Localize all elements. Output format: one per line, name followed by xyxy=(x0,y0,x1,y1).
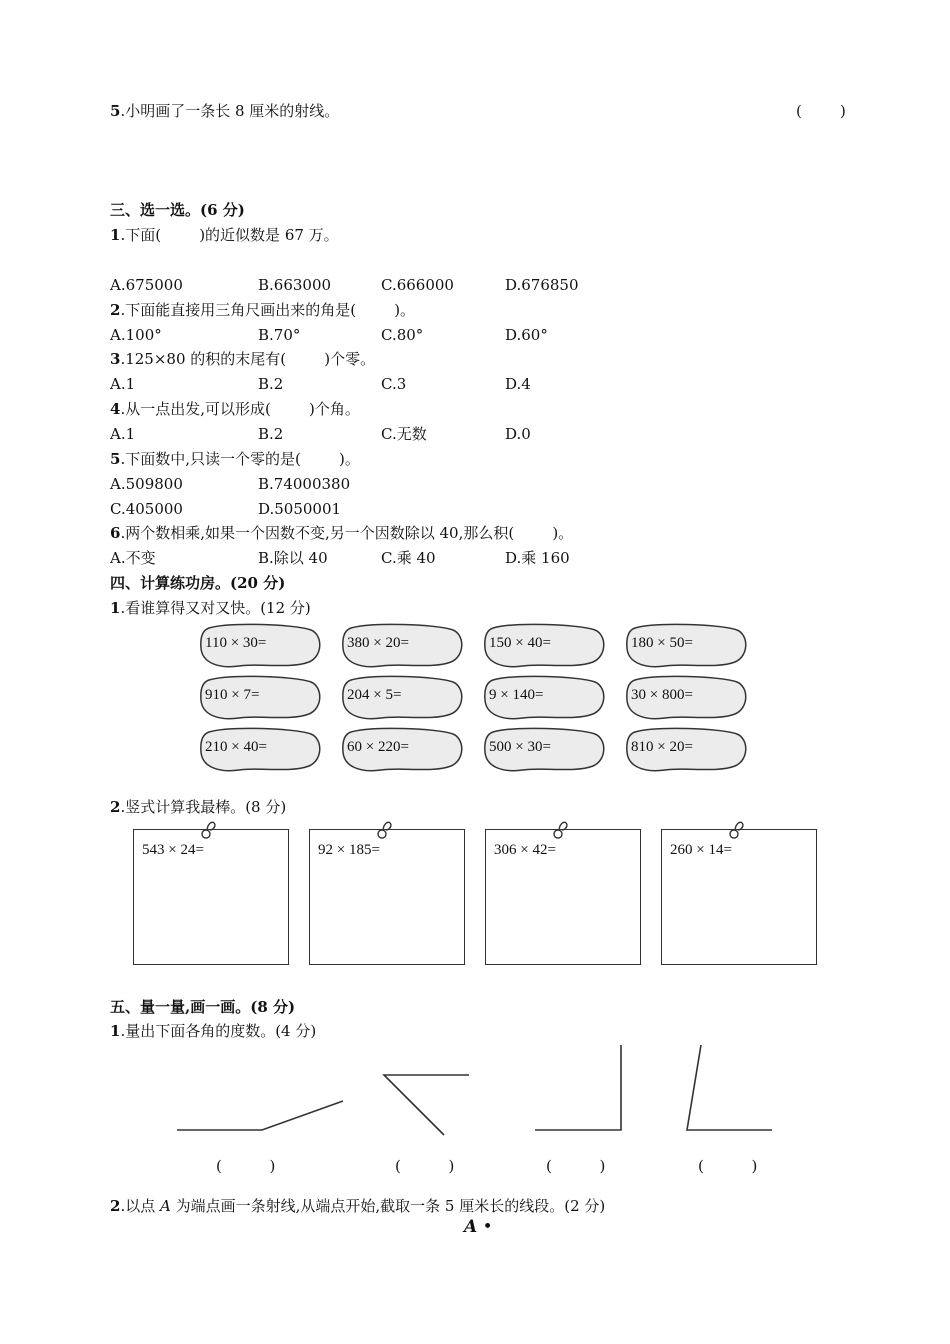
question-text: .两个数相乘,如果一个因数不变,另一个因数除以 40,那么积( )。 xyxy=(120,524,574,542)
question-number: 2 xyxy=(110,1197,121,1215)
calc-expression: 210 × 40= xyxy=(205,739,267,755)
calc-expression: 910 × 7= xyxy=(205,687,260,703)
section-5-title: 五、量一量,画一画。(8 分) xyxy=(110,998,296,1016)
calc-bubble[interactable] xyxy=(341,674,465,718)
angle-2 xyxy=(384,1075,469,1135)
choice-question-5 xyxy=(110,449,360,469)
angle-3-blank[interactable]: ( ) xyxy=(546,1157,606,1175)
option-d: D.乘 160 xyxy=(505,549,570,567)
calc-bubble[interactable] xyxy=(199,622,323,666)
option-d: D.60° xyxy=(505,326,548,344)
question-number: 1 xyxy=(110,1022,121,1040)
angles-figure xyxy=(0,1040,950,1150)
option-d: D.4 xyxy=(505,375,531,393)
option-b: B.70° xyxy=(258,326,301,344)
question-number: 1 xyxy=(110,226,121,244)
calc-expression: 380 × 20= xyxy=(347,635,409,651)
angle-4 xyxy=(687,1045,772,1130)
calc-expression: 260 × 14= xyxy=(670,842,732,858)
section-3-title: 三、选一选。(6 分) xyxy=(110,201,245,219)
option-b: B.663000 xyxy=(258,276,332,294)
pin-icon xyxy=(550,818,572,840)
calc-expression: 110 × 30= xyxy=(205,635,267,651)
option-b: B.2 xyxy=(258,425,284,443)
question-text: .量出下面各角的度数。(4 分) xyxy=(120,1022,317,1040)
pin-icon xyxy=(374,818,396,840)
option-d: D.0 xyxy=(505,425,531,443)
question-text: .看谁算得又对又快。(12 分) xyxy=(120,599,311,617)
option-c: C.80° xyxy=(381,326,424,344)
calc-bubble[interactable] xyxy=(483,674,607,718)
option-c: C.666000 xyxy=(381,276,454,294)
calc-bubble[interactable] xyxy=(341,726,465,770)
calc-question-2 xyxy=(110,797,286,817)
point-a xyxy=(464,1217,493,1237)
question-text: .以点 xyxy=(120,1197,160,1215)
question-number: 5 xyxy=(110,450,121,468)
option-d: D.676850 xyxy=(505,276,579,294)
calc-bubble[interactable] xyxy=(483,622,607,666)
option-b: B.74000380 xyxy=(258,475,351,493)
calc-card[interactable] xyxy=(485,829,641,965)
calc-card[interactable] xyxy=(133,829,289,965)
point-a-dot: • xyxy=(482,1217,493,1237)
calc-bubble[interactable] xyxy=(199,674,323,718)
question-number: 1 xyxy=(110,599,121,617)
option-b: B.除以 40 xyxy=(258,549,328,567)
question-text: 为端点画一条射线,从端点开始,截取一条 5 厘米长的线段。(2 分) xyxy=(170,1197,606,1215)
calc-expression: 150 × 40= xyxy=(489,635,551,651)
calc-question-1 xyxy=(110,598,311,618)
pin-icon xyxy=(198,818,220,840)
option-b: B.2 xyxy=(258,375,284,393)
option-a: A.不变 xyxy=(110,549,156,567)
question-number: 4 xyxy=(110,400,121,418)
question-text: .125×80 的积的末尾有( )个零。 xyxy=(120,350,376,368)
choice-question-1 xyxy=(110,225,339,245)
calc-bubble[interactable] xyxy=(483,726,607,770)
calc-expression: 204 × 5= xyxy=(347,687,402,703)
option-c: C.405000 xyxy=(110,500,183,518)
question-text: .小明画了一条长 8 厘米的射线。 xyxy=(120,102,340,120)
calc-expression: 810 × 20= xyxy=(631,739,693,755)
question-text: .下面能直接用三角尺画出来的角是( )。 xyxy=(120,301,416,319)
draw-question-2 xyxy=(110,1196,605,1216)
calc-expression: 9 × 140= xyxy=(489,687,544,703)
calc-expression: 306 × 42= xyxy=(494,842,556,858)
angle-1-blank[interactable]: ( ) xyxy=(216,1157,276,1175)
option-a: A.1 xyxy=(110,425,136,443)
question-number: 6 xyxy=(110,524,121,542)
question-number: 2 xyxy=(110,798,121,816)
question-number: 5 xyxy=(110,102,121,120)
choice-question-2 xyxy=(110,300,415,320)
measure-question-1 xyxy=(110,1021,316,1041)
calc-expression: 60 × 220= xyxy=(347,739,409,755)
calc-expression: 92 × 185= xyxy=(318,842,380,858)
option-c: C.乘 40 xyxy=(381,549,436,567)
angle-2-blank[interactable]: ( ) xyxy=(395,1157,455,1175)
angle-1 xyxy=(177,1101,343,1130)
calc-card[interactable] xyxy=(661,829,817,965)
answer-blank[interactable]: ( ) xyxy=(796,102,846,120)
option-a: A.675000 xyxy=(110,276,183,294)
option-a: A.509800 xyxy=(110,475,183,493)
question-number: 3 xyxy=(110,350,121,368)
option-c: C.无数 xyxy=(381,425,427,443)
option-c: C.3 xyxy=(381,375,407,393)
calc-bubble[interactable] xyxy=(341,622,465,666)
calc-expression: 500 × 30= xyxy=(489,739,551,755)
calc-bubble[interactable] xyxy=(625,674,749,718)
calc-bubble[interactable] xyxy=(625,622,749,666)
question-text: .从一点出发,可以形成( )个角。 xyxy=(120,400,360,418)
point-a-label: A xyxy=(464,1217,478,1237)
calc-bubble[interactable] xyxy=(625,726,749,770)
angle-4-blank[interactable]: ( ) xyxy=(698,1157,758,1175)
question-text: .下面数中,只读一个零的是( )。 xyxy=(120,450,360,468)
question-number: 2 xyxy=(110,301,121,319)
angle-3 xyxy=(535,1045,621,1130)
calc-expression: 180 × 50= xyxy=(631,635,693,651)
pin-icon xyxy=(726,818,748,840)
section-4-title: 四、计算练功房。(20 分) xyxy=(110,574,286,592)
calc-bubble[interactable] xyxy=(199,726,323,770)
choice-question-6 xyxy=(110,523,573,543)
question-text: .竖式计算我最棒。(8 分) xyxy=(120,798,287,816)
question-5-true-false xyxy=(110,101,339,121)
calc-expression: 30 × 800= xyxy=(631,687,693,703)
option-d: D.5050001 xyxy=(258,500,342,518)
choice-question-3 xyxy=(110,349,375,369)
question-text: .下面( )的近似数是 67 万。 xyxy=(120,226,339,244)
calc-card[interactable] xyxy=(309,829,465,965)
option-a: A.1 xyxy=(110,375,136,393)
option-a: A.100° xyxy=(110,326,162,344)
point-label: A xyxy=(159,1197,171,1215)
calc-expression: 543 × 24= xyxy=(142,842,204,858)
choice-question-4 xyxy=(110,399,360,419)
